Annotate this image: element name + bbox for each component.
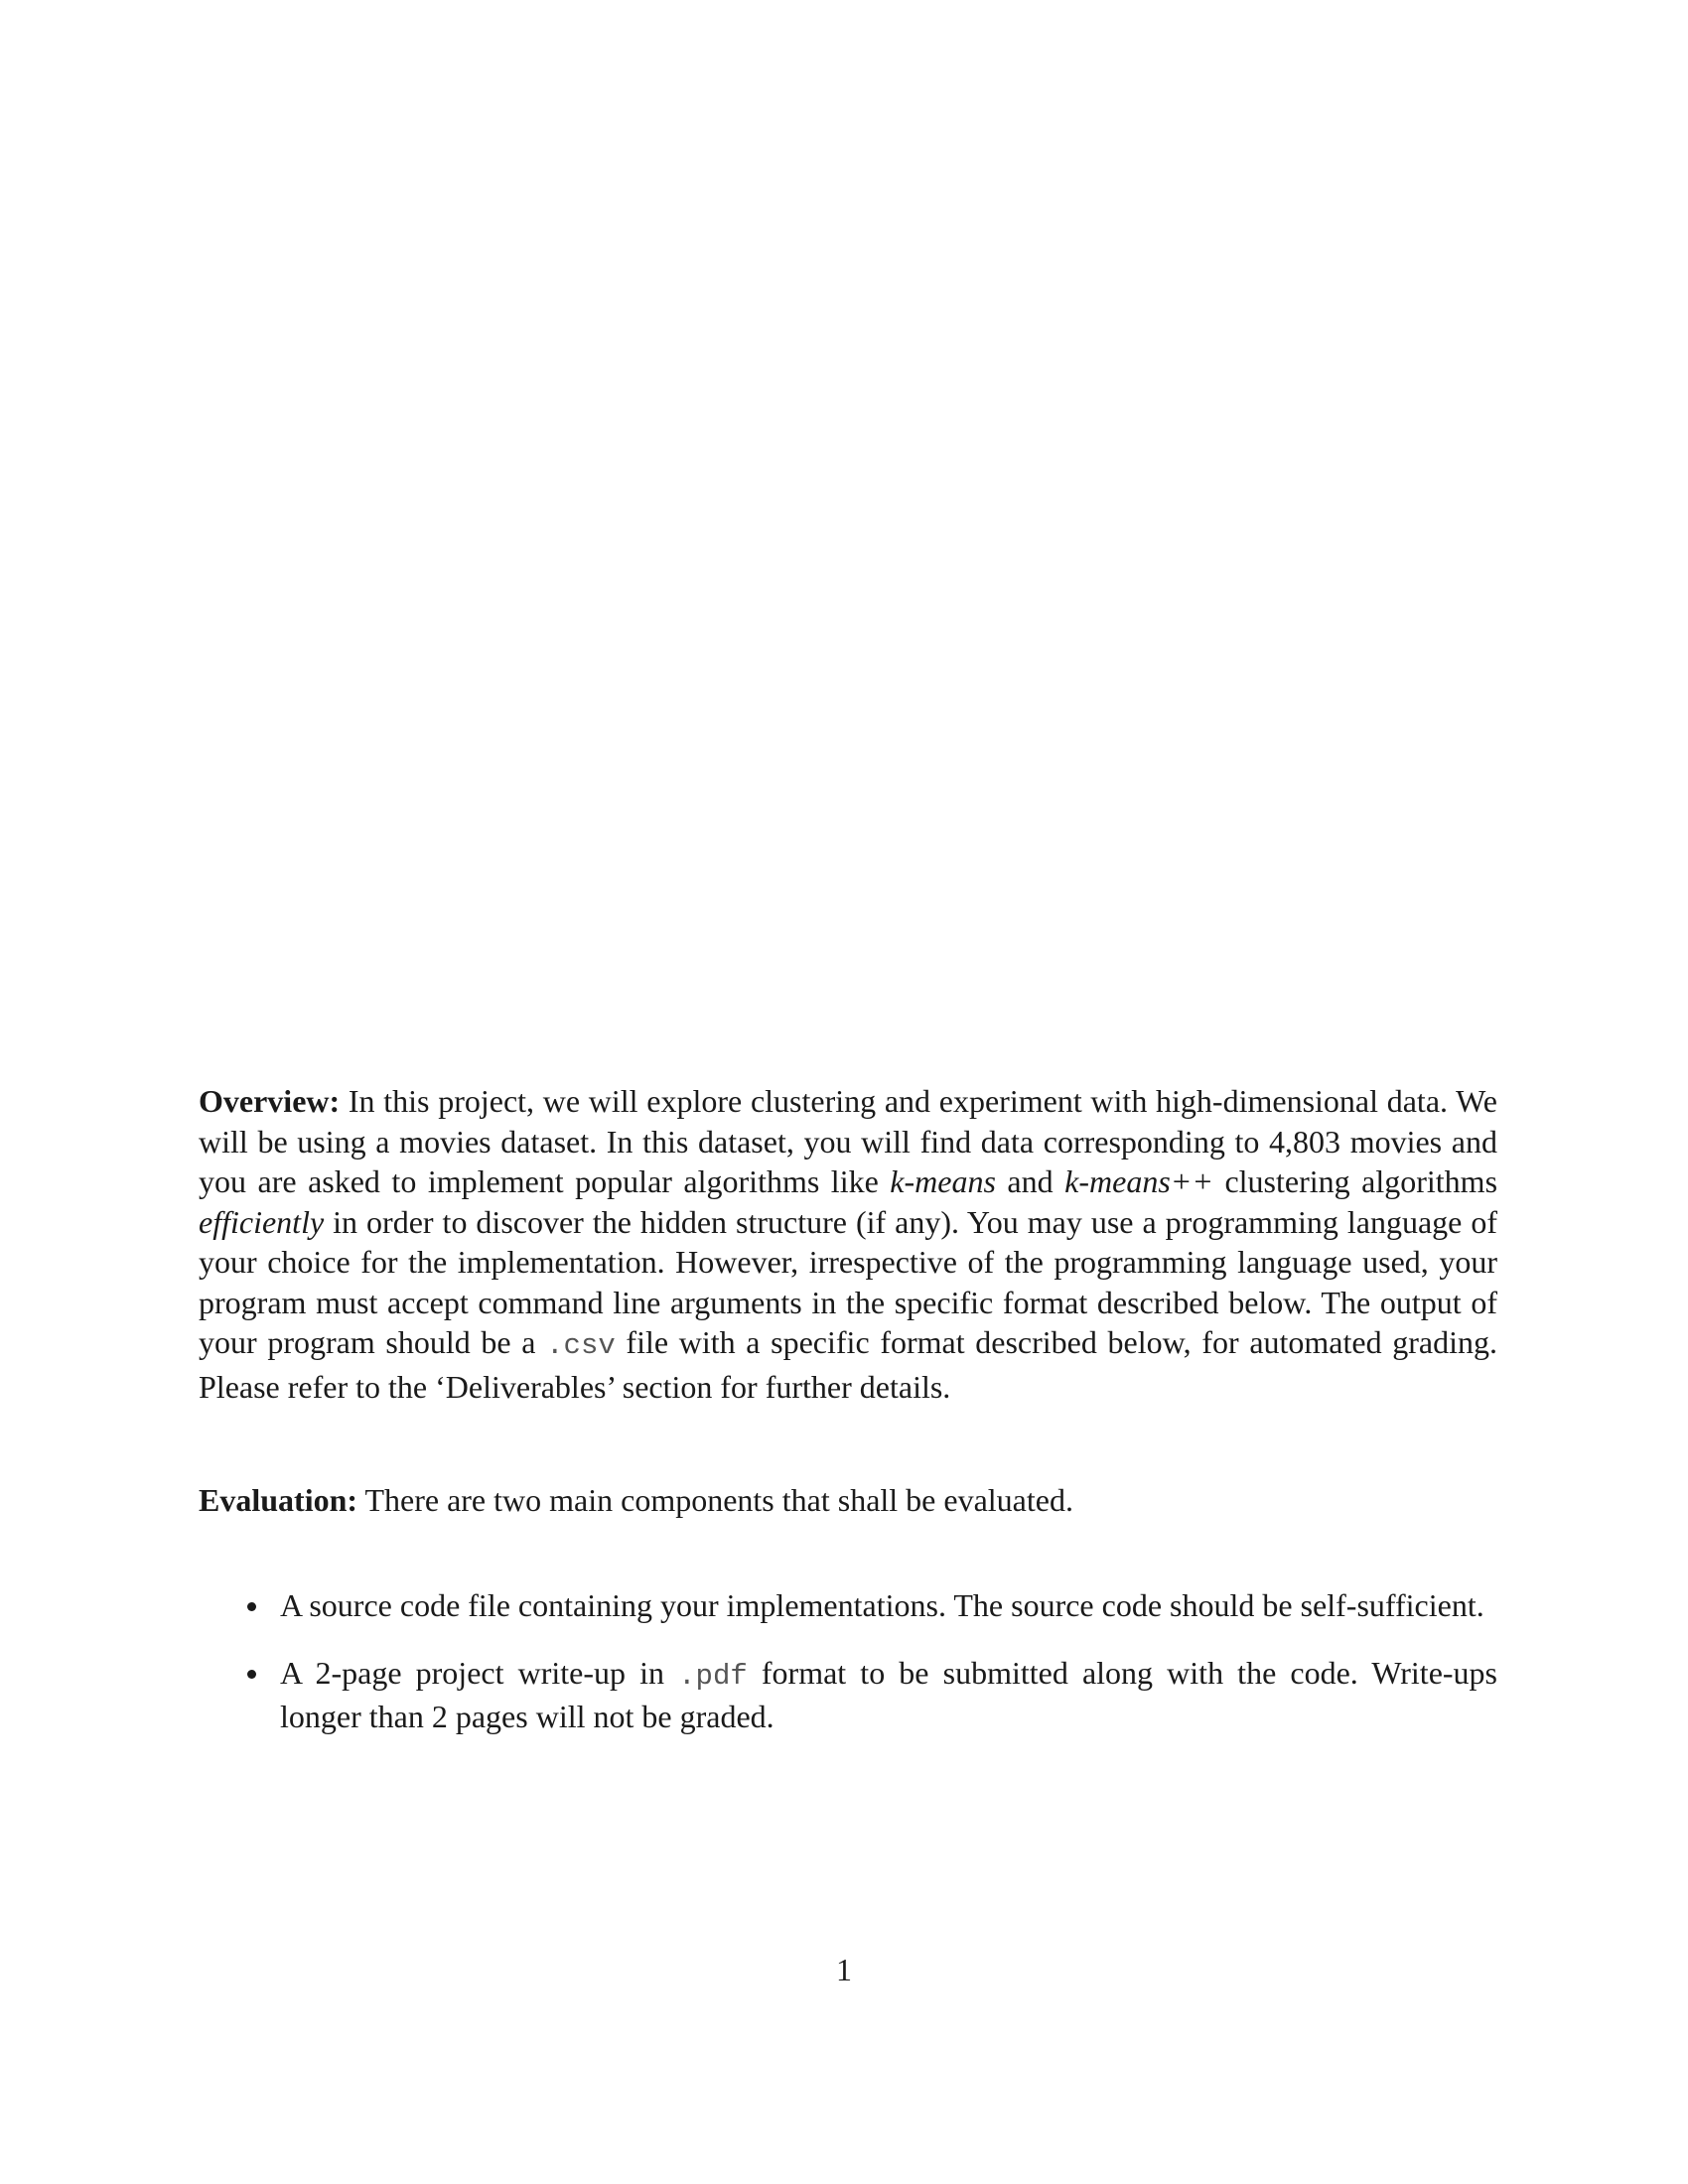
- overview-text-3: clustering algorithms: [1212, 1163, 1498, 1199]
- page-number: 1: [836, 1952, 852, 1987]
- list-item: [199, 1585, 1519, 1626]
- overview-label: Overview:: [199, 1083, 341, 1119]
- overview-paragraph: [199, 1081, 1497, 1407]
- evaluation-label: Evaluation:: [199, 1482, 358, 1518]
- overview-text-1: In this project, we will explore clustering and experiment with high-dimensional data. We will be using a movies dataset. In this dataset, you will find data corresponding to 4,803 movies and you are asked to implement popular algorithms like: [199, 1083, 1497, 1199]
- deliverable-list: [199, 1585, 1519, 1764]
- efficiently-term: efficiently: [199, 1203, 325, 1240]
- bullet-text-writeup-post: format to be submitted along with the code. Write-ups longer than 2 pages will not be graded.: [280, 1654, 1498, 1734]
- evaluation-text: There are two main components that shall be evaluated.: [357, 1482, 1073, 1518]
- overview-text-2: and: [995, 1163, 1065, 1199]
- kmeans-term: k-means: [890, 1163, 996, 1199]
- csv-extension: .csv: [546, 1329, 616, 1362]
- bullet-text-source-code: A source code file containing your implementations. The source code should be self-sufficient.: [280, 1587, 1484, 1623]
- bullet-icon: [247, 1670, 256, 1679]
- evaluation-paragraph: [199, 1480, 1497, 1521]
- pdf-extension: .pdf: [678, 1659, 748, 1693]
- overview-text-5: file with a specific format described below, for automated grading. Please refer to the ‘Deliverables’ section for further details.: [199, 1324, 1498, 1405]
- overview-text-4: in order to discover the hidden structure (if any). You may use a programming language of your choice for the implementation. However, irrespective of the programming language used, your program must accept command line arguments in the specific format described below. The output of your program should be a: [199, 1203, 1497, 1360]
- bullet-text-writeup-pre: A 2-page project write-up in: [280, 1654, 679, 1691]
- bullet-icon: [247, 1602, 256, 1611]
- kmeanspp-term: k-means++: [1064, 1163, 1213, 1199]
- list-item: [199, 1653, 1497, 1737]
